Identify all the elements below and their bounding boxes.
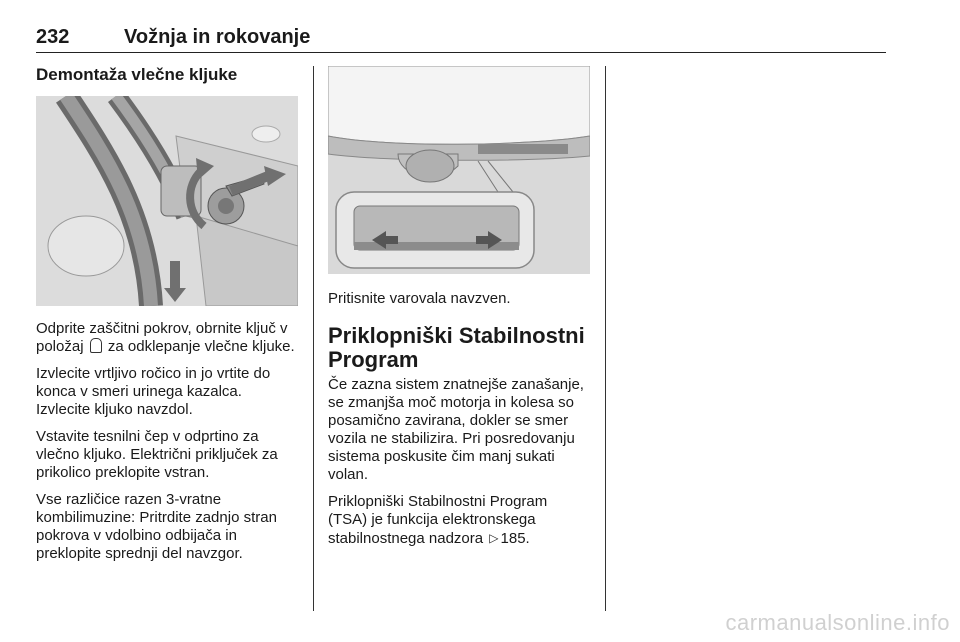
section-title-removal: Demontaža vlečne kljuke	[36, 65, 238, 84]
page-number: 232	[36, 26, 70, 48]
paragraph-attach-cover: Vse različice razen 3-vratne kombilimuzine: Pritrdite zadnjo stran pokrova v vdolbino odbijača in preklopite sprednji del navzgor.	[36, 491, 277, 562]
bumper-cover-drawing	[328, 66, 590, 274]
page-reference-link[interactable]: 185.	[500, 530, 530, 547]
paragraph-pull-lever: Izvlecite vrtljivo ročico in jo vrtite do konca v smeri urinega kazalca. Izvlecite kljuko navzdol.	[36, 365, 271, 418]
page-header	[36, 26, 886, 53]
column-one-heading	[36, 64, 298, 86]
reference-triangle-icon: ▷	[489, 531, 499, 545]
unlock-key-icon	[90, 338, 102, 353]
section-title-tsa: Priklopniški Stabilnostni Program	[328, 323, 585, 372]
bumper-cover-illustration	[328, 66, 590, 274]
paragraph-open-cover-start: Odprite zaščitni pokrov, obrnite ključ v položaj	[36, 320, 288, 355]
paragraph-tsa-description: Če zazna sistem znatnejše zanašanje, se zmanjša moč motorja in kolesa so posamično zavirana, dokler se smer vozila ne stabilizira. Pri posredovanju sistema poskusite čim manj sukati volan.	[328, 376, 584, 483]
watermark: carmanualsonline.info	[725, 610, 950, 635]
column-divider-right	[605, 66, 606, 611]
paragraph-tsa-reference-text: Priklopniški Stabilnostni Program (TSA) je funkcija elektronskega stabilnostnega nadzora	[328, 493, 548, 547]
chapter-title: Vožnja in rokovanje	[124, 26, 311, 48]
tow-hook-drawing	[36, 96, 298, 306]
column-one-text	[36, 320, 298, 572]
paragraph-open-cover	[36, 320, 298, 356]
tow-hook-illustration	[36, 96, 298, 306]
paragraph-tsa-reference	[328, 493, 590, 548]
caption-press-latches: Pritisnite varovala navzven.	[328, 290, 511, 307]
column-divider-left	[313, 66, 314, 611]
column-two-text	[328, 290, 590, 557]
paragraph-open-cover-end: za odklepanje vlečne kljuke.	[107, 338, 295, 355]
paragraph-sealing-plug: Vstavite tesnilni čep v odprtino za vlečno kljuko. Električni priključek za prikolico preklopite vstran.	[36, 428, 278, 481]
